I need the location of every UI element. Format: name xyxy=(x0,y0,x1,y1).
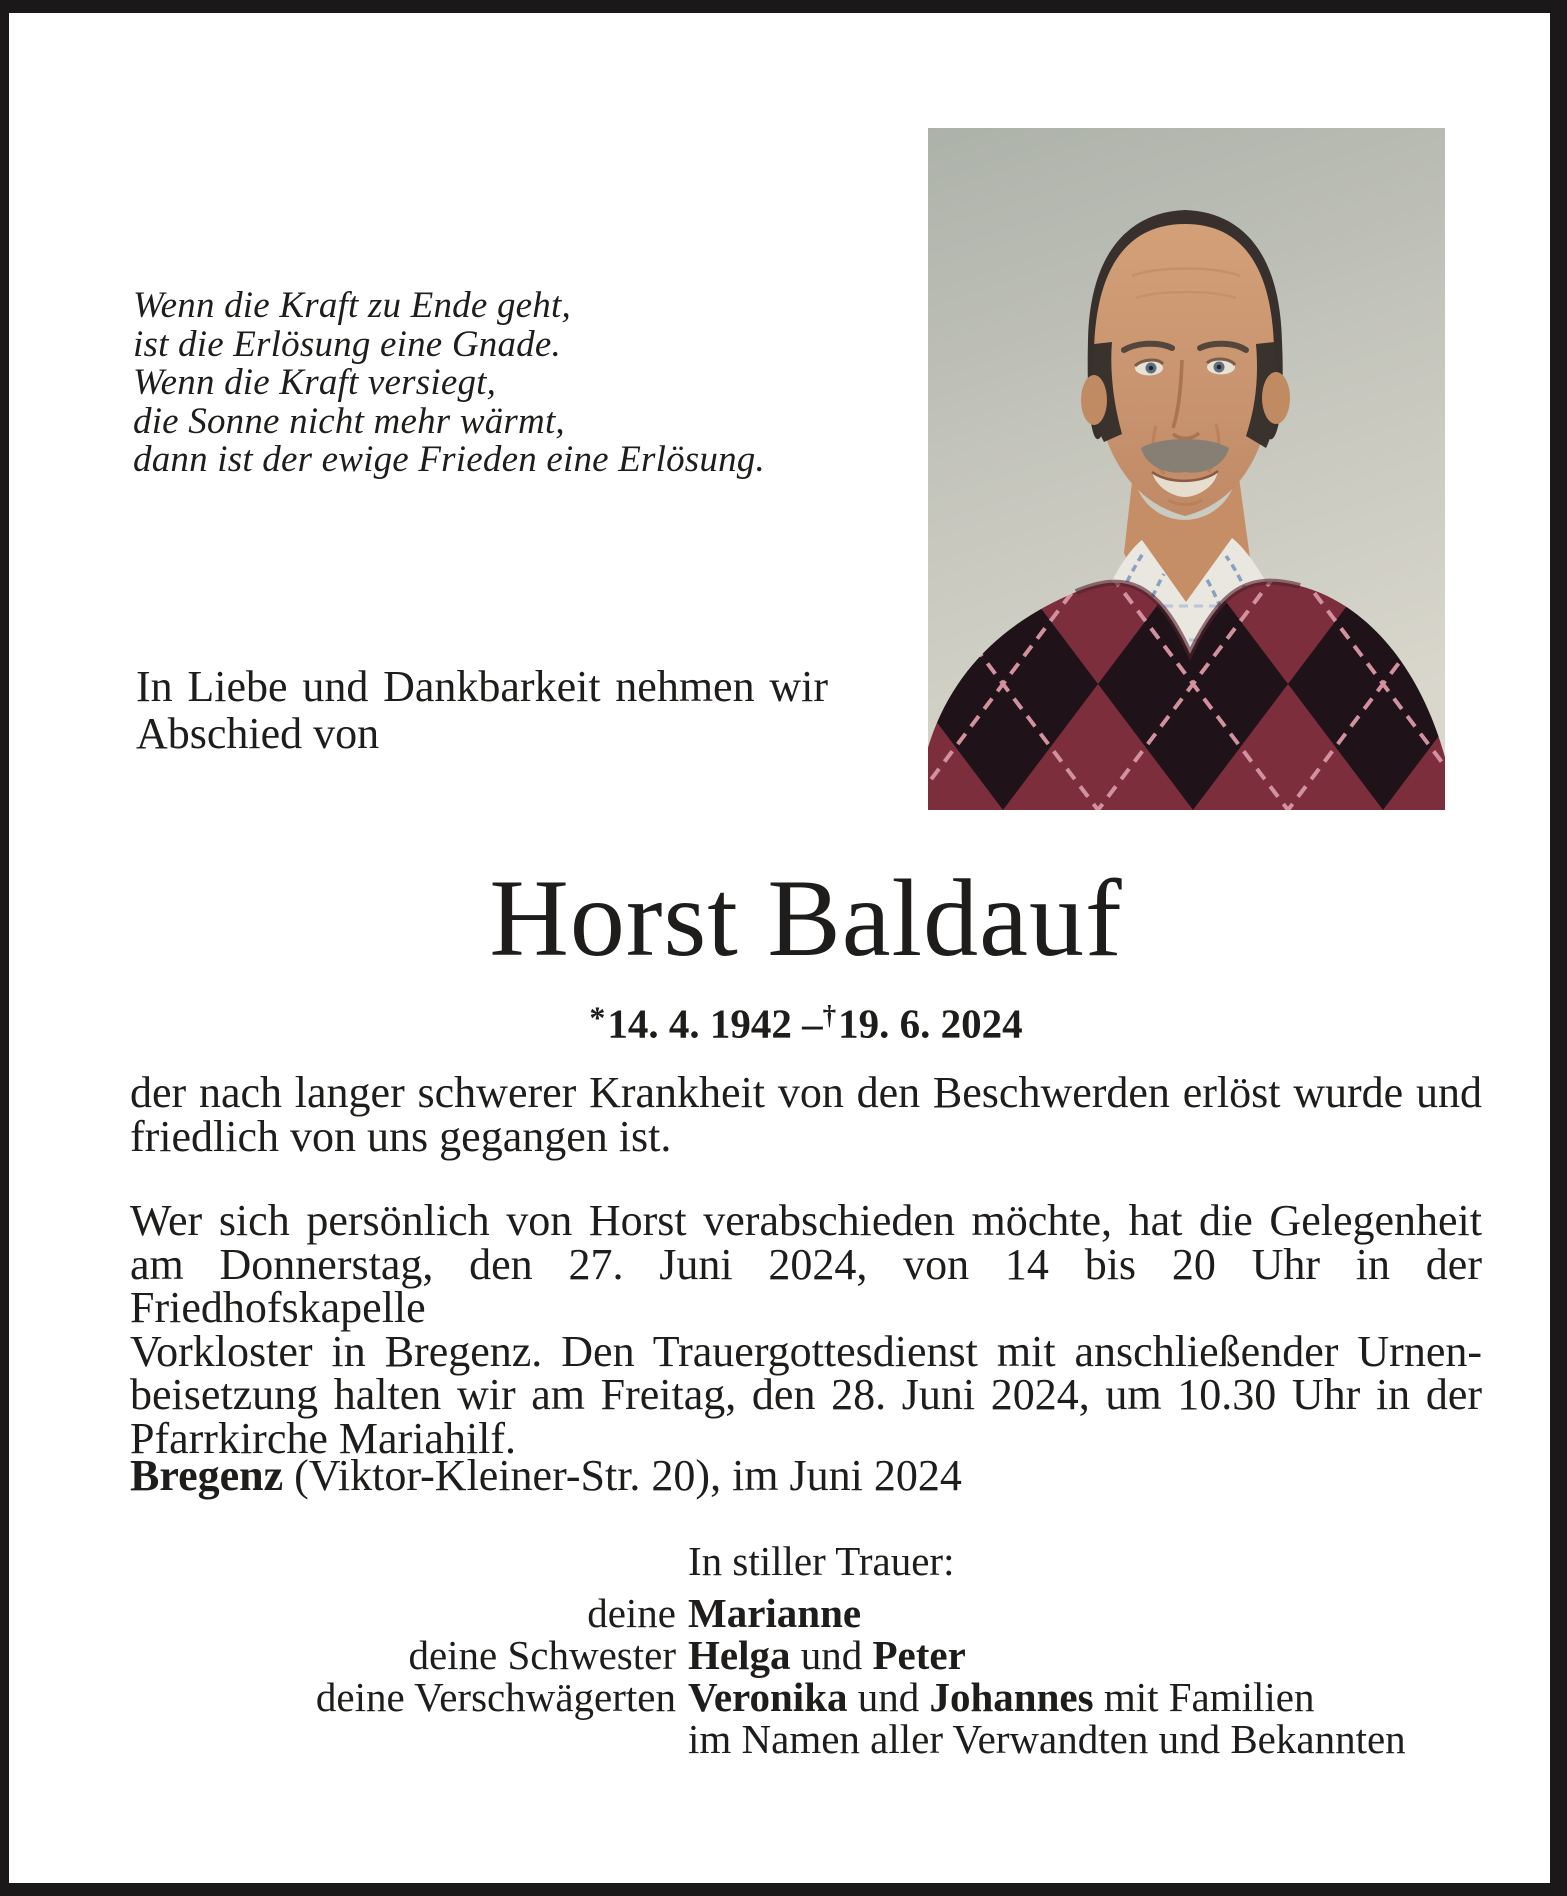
mourners-section xyxy=(130,1540,1482,1760)
mourner-row xyxy=(130,1718,1482,1760)
mourner-row xyxy=(130,1676,1482,1718)
paragraph-line: friedlich von uns gegangen ist. xyxy=(130,1111,672,1161)
portrait-photo xyxy=(928,128,1445,810)
death-date: 19. 6. 2024 xyxy=(838,1000,1023,1047)
mourner-names: Marianne xyxy=(688,1590,862,1636)
paragraph-line: Vorkloster in Bregenz. Den Trauergottesdienst mit anschließender Urnen- xyxy=(130,1326,1482,1376)
mourner-row xyxy=(130,1634,1482,1676)
mourner-names: Helga und Peter xyxy=(688,1632,966,1678)
service-details-paragraph xyxy=(130,1196,1482,1463)
memorial-verse xyxy=(133,287,933,480)
dates-separator: – xyxy=(802,1000,823,1047)
intro-line: Abschied von xyxy=(136,709,380,758)
intro-line: In Liebe und Dankbarkeit nehmen wir xyxy=(136,662,828,711)
obituary-card xyxy=(9,13,1550,1883)
verse-line: die Sonne nicht mehr wärmt, xyxy=(133,400,565,442)
portrait-illustration xyxy=(928,128,1445,810)
death-announcement-paragraph xyxy=(130,1068,1482,1161)
mourner-relation: deine Schwester xyxy=(408,1632,676,1678)
farewell-intro xyxy=(136,663,828,757)
deceased-name: Horst Baldauf xyxy=(489,857,1123,979)
address-and-date: (Viktor-Kleiner-Str. 20), im Juni 2024 xyxy=(294,1451,962,1500)
city-dateline xyxy=(130,1453,1482,1499)
city-name: Bregenz xyxy=(130,1451,284,1500)
mourner-relation: deine xyxy=(587,1590,676,1636)
paragraph-line: Pfarrkirche Mariahilf. xyxy=(130,1413,517,1463)
verse-line: dann ist der ewige Frieden eine Erlösung. xyxy=(133,439,765,480)
paragraph-line: Wer sich persönlich von Horst verabschieden möchte, hat die Gelegenheit xyxy=(130,1196,1482,1245)
portrait-ear-right xyxy=(1262,372,1290,424)
mourner-row xyxy=(130,1592,1482,1634)
verse-line: Wenn die Kraft zu Ende geht, xyxy=(133,285,571,326)
mourner-names: im Namen aller Verwandten und Bekannten xyxy=(688,1716,1406,1762)
birth-symbol: * xyxy=(589,1000,608,1036)
death-symbol: † xyxy=(822,1000,839,1030)
portrait-eye-left xyxy=(1135,360,1163,375)
birth-date: 14. 4. 1942 xyxy=(607,1000,792,1047)
mourner-names: Veronika und Johannes mit Familien xyxy=(688,1674,1315,1720)
verse-line: ist die Erlösung eine Gnade. xyxy=(133,323,561,365)
paragraph-line: beisetzung halten wir am Freitag, den 28. Juni 2024, um 10.30 Uhr in der xyxy=(130,1370,1482,1419)
portrait-eye-right xyxy=(1207,359,1235,374)
portrait-ear-left xyxy=(1081,375,1107,425)
life-dates xyxy=(130,993,1482,1046)
verse-line: Wenn die Kraft versiegt, xyxy=(133,362,497,403)
mourner-relation: deine Verschwägerten xyxy=(315,1674,676,1720)
paragraph-line: am Donnerstag, den 27. Juni 2024, von 14 bis 20 Uhr in der Friedhofskapelle xyxy=(130,1239,1482,1332)
paragraph-line: der nach langer schwerer Krankheit von den Beschwerden erlöst wurde und xyxy=(130,1068,1482,1117)
mourning-heading: In stiller Trauer: xyxy=(688,1538,955,1584)
